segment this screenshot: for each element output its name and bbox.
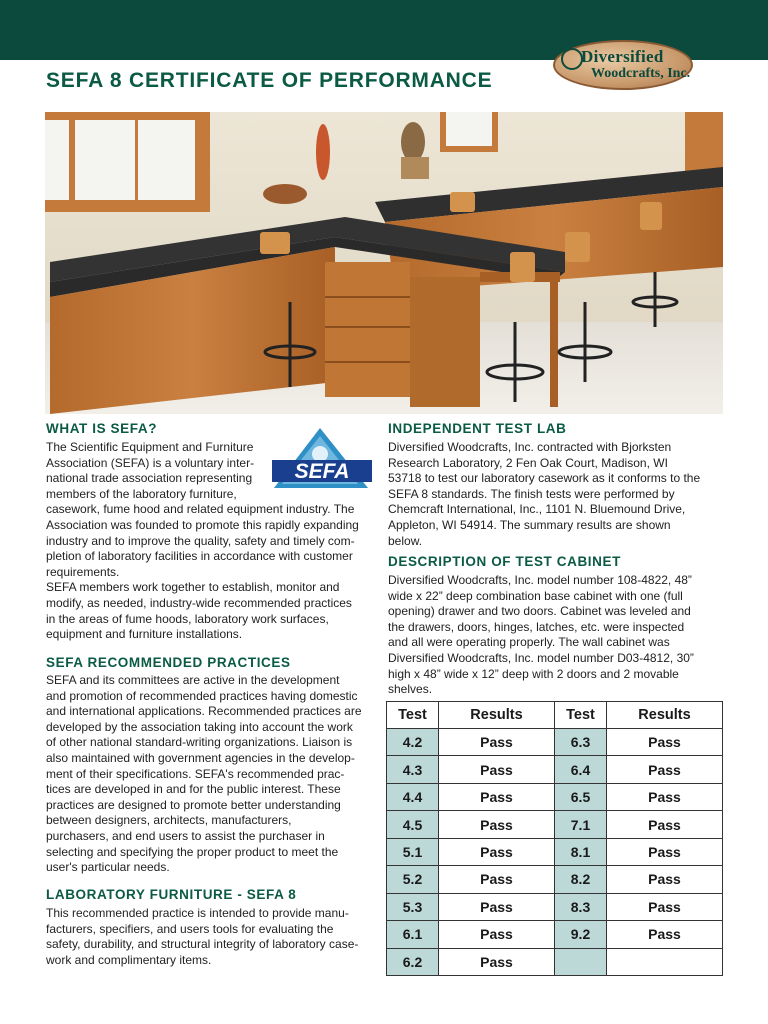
text-line: SEFA members work together to establish, monitor and	[46, 580, 340, 595]
text-line: safety, durability, and structural integrity of laboratory case-	[46, 937, 359, 952]
table-row	[387, 756, 723, 783]
result-cell: Pass	[439, 893, 555, 920]
test-number-cell: 8.3	[555, 893, 607, 920]
table-header-row	[387, 702, 723, 729]
column-header: Results	[607, 702, 723, 729]
text-line: Research Laboratory, 2 Fen Oak Court, Madison, WI	[388, 455, 668, 470]
text-line: and international applications. Recommended practices are	[46, 704, 362, 719]
column-header: Test	[555, 702, 607, 729]
text-line: high x 48” wide x 12” deep with 2 doors and 2 movable	[388, 666, 679, 681]
result-cell: Pass	[607, 729, 723, 756]
text-line: Association (SEFA) is a voluntary inter-	[46, 455, 255, 470]
test-number-cell: 5.2	[387, 866, 439, 893]
text-line: Diversified Woodcrafts, Inc. model number 108-4822, 48”	[388, 573, 692, 587]
result-cell: Pass	[439, 783, 555, 810]
text-line: user's particular needs.	[46, 860, 170, 875]
text-line: casework, fume hood and related equipment industry. The	[46, 502, 355, 517]
table-row	[387, 729, 723, 756]
text-line: facturers, specifiers, and users tools for evaluating the	[46, 921, 334, 936]
text-line: Association was founded to promote this rapidly expanding	[46, 517, 359, 532]
test-number-cell: 9.2	[555, 921, 607, 948]
test-number-cell: 4.3	[387, 756, 439, 783]
heading-test-lab: INDEPENDENT TEST LAB	[388, 421, 567, 436]
table-row	[387, 783, 723, 810]
result-cell: Pass	[439, 948, 555, 976]
text-line: opening) drawer and two doors. Cabinet was leveled and	[388, 604, 691, 619]
result-cell: Pass	[439, 921, 555, 948]
result-cell: Pass	[439, 756, 555, 783]
table-row	[387, 921, 723, 948]
text-line: below.	[388, 533, 423, 548]
logo-magnifier-icon	[561, 48, 583, 70]
result-cell: Pass	[607, 866, 723, 893]
text-line: also maintained with government agencies in the develop-	[46, 750, 355, 765]
results-table-body	[387, 702, 723, 976]
column-header: Test	[387, 702, 439, 729]
test-number-cell: 6.3	[555, 729, 607, 756]
heading-what-is-sefa: WHAT IS SEFA?	[46, 421, 158, 436]
text-line: wide x 22” deep combination base cabinet with one (full	[388, 588, 683, 603]
text-line: of other national standard-writing organizations. Liaison is	[46, 735, 353, 750]
test-number-cell: 4.5	[387, 811, 439, 838]
result-cell: Pass	[439, 729, 555, 756]
test-number-cell: 5.3	[387, 893, 439, 920]
text-line: purchasers, and end users to assist the purchaser in	[46, 828, 325, 843]
text-line: and all were operating properly. The wall cabinet was	[388, 635, 670, 650]
test-number-cell: 6.5	[555, 783, 607, 810]
logo-line-1: Diversified	[581, 47, 664, 66]
text-line: practices are designed to promote better understanding	[46, 797, 341, 812]
result-cell: Pass	[607, 838, 723, 865]
table-row	[387, 866, 723, 893]
text-line: members of the laboratory furniture,	[46, 486, 237, 501]
test-number-cell: 6.2	[387, 948, 439, 976]
result-cell: Pass	[439, 838, 555, 865]
table-row	[387, 811, 723, 838]
test-cabinet-text	[388, 573, 723, 698]
result-cell: Pass	[607, 921, 723, 948]
text-line: developed by the association taking into account the work	[46, 719, 353, 734]
text-line: selecting and specifying the proper product to meet the	[46, 844, 339, 859]
test-number-cell: 8.2	[555, 866, 607, 893]
text-line: Chemcraft International, Inc., 1101 N. Bluemound Drive,	[388, 502, 686, 517]
result-cell: Pass	[607, 783, 723, 810]
text-line: in the areas of fume hoods, laboratory work surfaces,	[46, 611, 329, 626]
text-line: SEFA and its committees are active in the development	[46, 673, 340, 687]
text-line: between designers, architects, manufacturers,	[46, 813, 292, 828]
company-logo	[553, 40, 693, 90]
test-number-cell: 6.4	[555, 756, 607, 783]
text-line: equipment and furniture installations.	[46, 627, 243, 642]
test-number-cell: 6.1	[387, 921, 439, 948]
table-row	[387, 893, 723, 920]
text-line: pletion of laboratory facilities in accordance with customer	[46, 549, 353, 564]
test-number-cell: 5.1	[387, 838, 439, 865]
lab-furniture-text	[46, 906, 381, 968]
text-line: 53718 to test our laboratory casework as it conforms to the	[388, 471, 701, 486]
test-lab-text	[388, 440, 723, 549]
results-table	[386, 701, 723, 976]
text-line: Diversified Woodcrafts, Inc. model number D03-4812, 30”	[388, 650, 694, 665]
laboratory-photo	[45, 112, 723, 414]
test-number-cell: 7.1	[555, 811, 607, 838]
text-line: and promotion of recommended practices having domestic	[46, 688, 358, 703]
text-line: This recommended practice is intended to provide manu-	[46, 906, 349, 920]
recommended-practices-text	[46, 673, 381, 876]
result-cell: Pass	[607, 893, 723, 920]
text-line: ment of their specifications. SEFA's recommended prac-	[46, 766, 345, 781]
what-is-sefa-text	[46, 440, 366, 643]
column-header: Results	[439, 702, 555, 729]
test-number-cell	[555, 948, 607, 976]
test-number-cell: 4.2	[387, 729, 439, 756]
table-row	[387, 838, 723, 865]
text-line: requirements.	[46, 564, 120, 579]
test-number-cell: 4.4	[387, 783, 439, 810]
sefa-logo-text: SEFA	[294, 460, 350, 483]
result-cell: Pass	[607, 756, 723, 783]
result-cell: Pass	[439, 811, 555, 838]
heading-lab-furniture: LABORATORY FURNITURE - SEFA 8	[46, 887, 297, 902]
heading-recommended-practices: SEFA RECOMMENDED PRACTICES	[46, 655, 291, 670]
logo-line-2: Woodcrafts, Inc.	[591, 66, 691, 81]
text-line: tices are developed in and for the public interest. These	[46, 782, 341, 797]
text-line: industry and to improve the quality, safety and timely com-	[46, 533, 355, 548]
test-number-cell: 8.1	[555, 838, 607, 865]
result-cell	[607, 948, 723, 976]
text-line: work and complimentary items.	[46, 952, 212, 967]
text-line: SEFA 8 standards. The finish tests were performed by	[388, 486, 675, 501]
text-line: national trade association representing	[46, 471, 253, 486]
page-title: SEFA 8 CERTIFICATE OF PERFORMANCE	[46, 69, 493, 92]
heading-test-cabinet: DESCRIPTION OF TEST CABINET	[388, 554, 621, 569]
text-line: Diversified Woodcrafts, Inc. contracted with Bjorksten	[388, 440, 672, 454]
text-line: modify, as needed, industry-wide recommended practices	[46, 595, 352, 610]
text-line: The Scientific Equipment and Furniture	[46, 440, 254, 454]
text-line: shelves.	[388, 682, 433, 697]
result-cell: Pass	[439, 866, 555, 893]
text-line: the drawers, doors, hinges, latches, etc. were inspected	[388, 619, 685, 634]
text-line: Appleton, WI 54914. The summary results are shown	[388, 517, 671, 532]
table-row	[387, 948, 723, 976]
result-cell: Pass	[607, 811, 723, 838]
